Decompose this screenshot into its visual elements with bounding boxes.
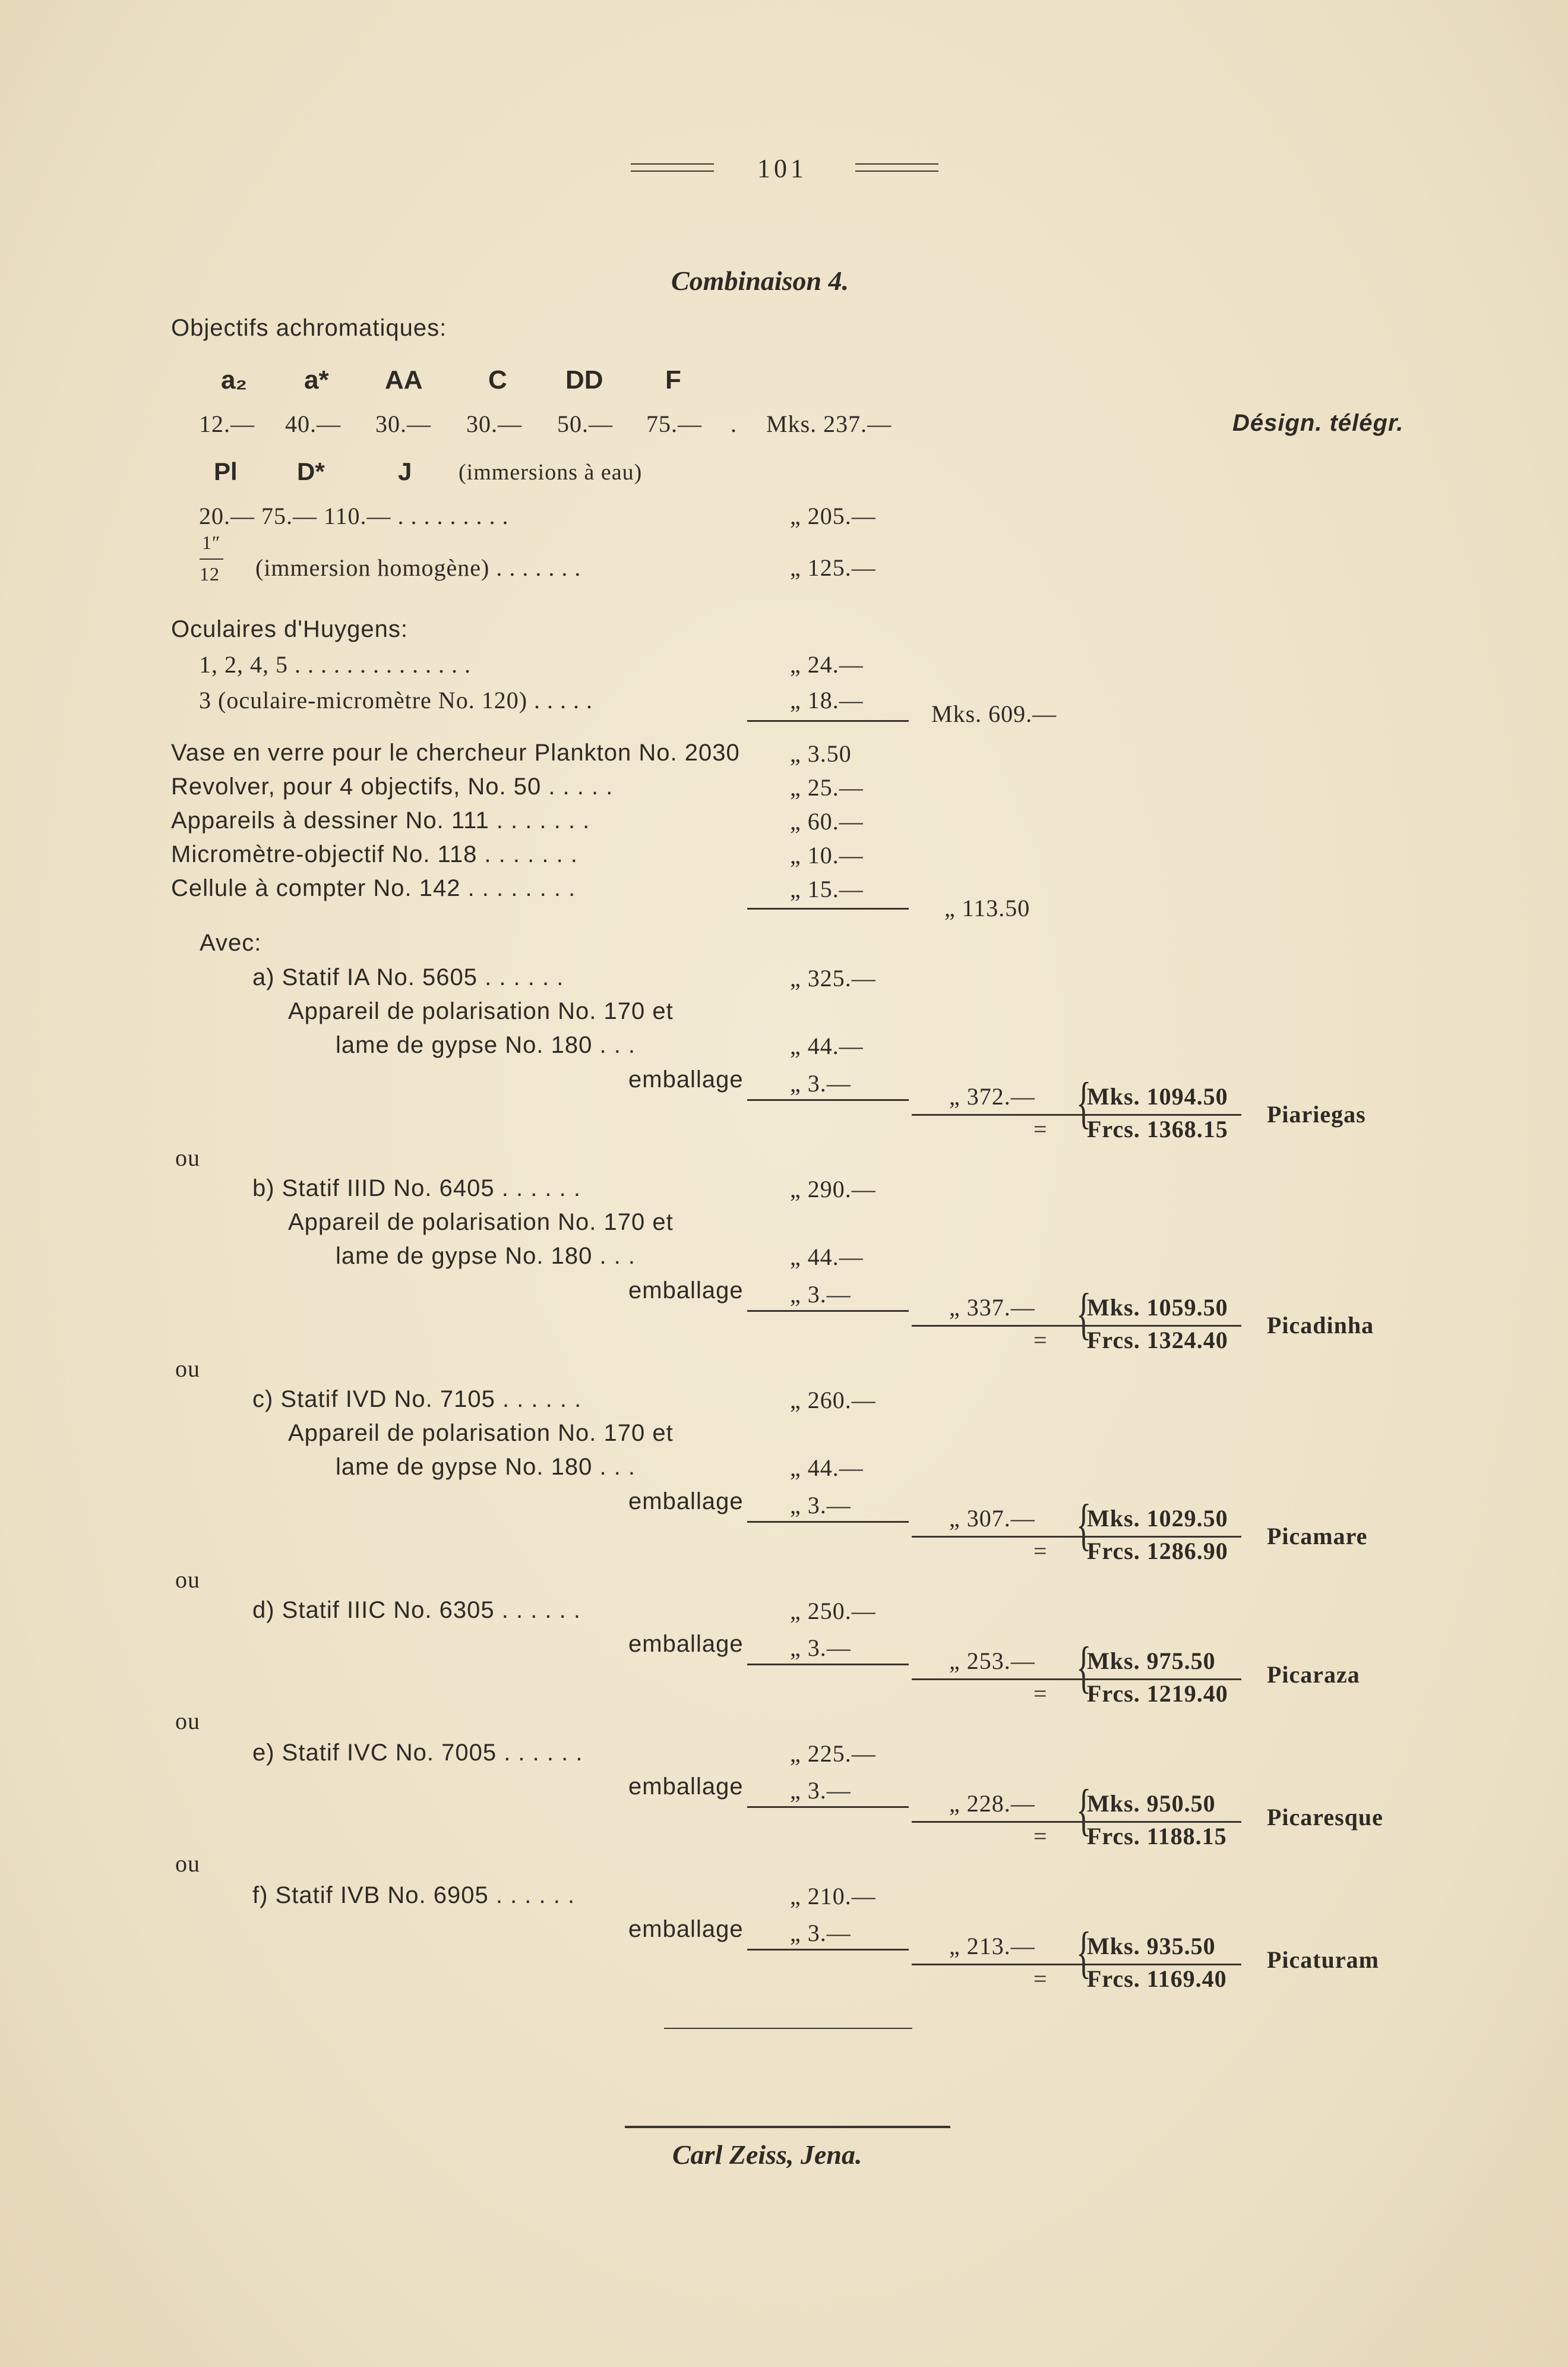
optical-subtotal: Mks. 609.— <box>931 700 1057 727</box>
option-sum: „ 372.— <box>949 1083 1035 1110</box>
objective-label: D* <box>297 457 325 485</box>
objective-label: C <box>488 365 507 394</box>
statif-price: „ 290.— <box>790 1176 876 1203</box>
brace: { <box>1076 1071 1092 1134</box>
polar-price: „ 44.— <box>790 1033 864 1059</box>
brace: { <box>1076 1282 1092 1345</box>
objective-label: J <box>398 457 412 485</box>
option-sum: „ 228.— <box>949 1790 1035 1817</box>
total-mks: Mks. 935.50 <box>1087 1933 1216 1959</box>
ou-label: ou <box>175 1144 200 1171</box>
sum-rule <box>747 1806 909 1808</box>
statif-line: c) Statif IVD No. 7105 . . . . . . <box>252 1386 582 1412</box>
brace: { <box>1076 1920 1092 1984</box>
objective-label: a₂ <box>221 365 248 394</box>
oculars-heading: Oculaires d'Huygens: <box>171 616 408 642</box>
telegraph-code: Picamare <box>1267 1523 1368 1549</box>
polar-price: „ 44.— <box>790 1244 864 1270</box>
statif-price: „ 210.— <box>790 1883 876 1910</box>
total-frcs: Frcs. 1169.40 <box>1087 1965 1227 1992</box>
emballage-price: „ 3.— <box>790 1920 851 1946</box>
statif-line: b) Statif IIID No. 6405 . . . . . . <box>252 1175 581 1201</box>
equals-sign: = <box>1033 1965 1048 1992</box>
fraction-bar <box>200 558 223 560</box>
accessory-price: „ 10.— <box>790 842 864 869</box>
total-frcs: Frcs. 1219.40 <box>1087 1680 1228 1707</box>
emballage-price: „ 3.— <box>790 1777 851 1804</box>
equals-sign: = <box>1033 1538 1048 1564</box>
telegraph-code: Piariegas <box>1267 1101 1366 1128</box>
objective-price: . <box>731 411 737 437</box>
option-sum: „ 253.— <box>949 1648 1035 1674</box>
accessory-price: „ 15.— <box>790 876 864 902</box>
emballage-price: „ 3.— <box>790 1281 851 1308</box>
publisher-signature: Carl Zeiss, Jena. <box>672 2139 862 2170</box>
header-rule-left <box>631 163 714 172</box>
total-mks: Mks. 1094.50 <box>1087 1083 1228 1110</box>
oculars-row2: 3 (oculaire-micromètre No. 120) . . . . . <box>199 687 593 714</box>
emballage-price: „ 3.— <box>790 1492 851 1519</box>
polarisation-line: Appareil de polarisation No. 170 et <box>288 998 674 1024</box>
accessory-label: Cellule à compter No. 142 . . . . . . . . <box>171 875 576 901</box>
emballage-label: emballage <box>628 1488 744 1514</box>
equals-sign: = <box>1033 1823 1048 1850</box>
accessory-label: Micromètre-objectif No. 118 . . . . . . . <box>171 841 578 867</box>
avec-label: Avec: <box>200 930 262 956</box>
fraction-numerator: 1″ <box>202 532 221 553</box>
objective-price: 75.— <box>646 411 702 437</box>
total-frcs: Frcs. 1324.40 <box>1087 1327 1228 1353</box>
header-rule-right <box>855 163 938 172</box>
objective-label: a* <box>304 365 329 394</box>
polarisation-line: Appareil de polarisation No. 170 et <box>288 1420 674 1446</box>
ou-label: ou <box>175 1566 200 1593</box>
accessory-label: Vase en verre pour le chercheur Plankton No. 2030 <box>171 740 740 766</box>
brace: { <box>1076 1635 1092 1699</box>
total-frcs: Frcs. 1286.90 <box>1087 1538 1228 1564</box>
objective-price: 12.— <box>199 411 255 437</box>
ou-label: ou <box>175 1850 200 1877</box>
emballage-price: „ 3.— <box>790 1070 851 1097</box>
immersion-note: (immersions à eau) <box>459 460 643 485</box>
statif-line: a) Statif IA No. 5605 . . . . . . <box>252 964 564 990</box>
telegraph-code: Picaresque <box>1267 1804 1383 1831</box>
option-sum: „ 213.— <box>949 1933 1035 1959</box>
ou-label: ou <box>175 1355 200 1382</box>
ou-label: ou <box>175 1708 200 1734</box>
equals-sign: = <box>1033 1116 1048 1143</box>
emballage-label: emballage <box>628 1066 744 1093</box>
objectives-row3-total: „ 125.— <box>790 554 876 581</box>
total-mks: Mks. 975.50 <box>1087 1648 1216 1674</box>
gypse-line: lame de gypse No. 180 . . . <box>336 1032 636 1058</box>
subtotal-rule <box>747 720 909 722</box>
accessory-price: „ 60.— <box>790 808 864 835</box>
statif-price: „ 260.— <box>790 1387 876 1413</box>
objective-price: 40.— <box>285 411 341 437</box>
total-mks: Mks. 1059.50 <box>1087 1294 1228 1321</box>
sum-rule <box>747 1664 909 1665</box>
sum-rule <box>747 1099 909 1101</box>
objective-price: 30.— <box>466 411 522 437</box>
sum-rule <box>747 1949 909 1951</box>
objective-label: AA <box>385 365 423 394</box>
statif-price: „ 225.— <box>790 1740 876 1767</box>
accessory-label: Revolver, pour 4 objectifs, No. 50 . . . . . <box>171 774 614 800</box>
accessory-price: „ 3.50 <box>790 740 852 767</box>
emballage-price: „ 3.— <box>790 1634 851 1661</box>
total-mks: Mks. 950.50 <box>1087 1790 1216 1817</box>
equals-sign: = <box>1033 1327 1048 1353</box>
immersion-homogene: (immersion homogène) . . . . . . . <box>255 554 581 581</box>
fraction-denominator: 12 <box>200 563 220 585</box>
objective-price: 30.— <box>375 411 431 437</box>
emballage-label: emballage <box>628 1277 744 1304</box>
emballage-label: emballage <box>628 1916 744 1942</box>
equals-sign: = <box>1033 1680 1048 1707</box>
emballage-label: emballage <box>628 1773 744 1800</box>
objective-label: F <box>665 365 681 394</box>
oculars-row1: 1, 2, 4, 5 . . . . . . . . . . . . . . <box>199 651 471 678</box>
objectives-row2-prices: 20.— 75.— 110.— . . . . . . . . . <box>199 503 509 529</box>
sum-rule <box>747 1310 909 1312</box>
brace: { <box>1076 1492 1092 1556</box>
sum-rule <box>747 1521 909 1523</box>
total-frcs: Frcs. 1368.15 <box>1087 1116 1228 1143</box>
total-mks: Mks. 1029.50 <box>1087 1505 1228 1532</box>
option-sum: „ 307.— <box>949 1505 1035 1532</box>
accessories-subtotal: „ 113.50 <box>944 895 1030 921</box>
section-title: Combinaison 4. <box>671 266 849 296</box>
gypse-line: lame de gypse No. 180 . . . <box>336 1454 636 1480</box>
statif-line: f) Statif IVB No. 6905 . . . . . . <box>252 1882 576 1908</box>
objectives-heading: Objectifs achromatiques: <box>171 315 447 341</box>
objectives-row1-total: Mks. 237.— <box>766 411 892 437</box>
oculars-row2-total: „ 18.— <box>790 687 864 714</box>
statif-price: „ 250.— <box>790 1598 876 1624</box>
telegraph-code: Picaturam <box>1267 1946 1379 1973</box>
telegraph-code: Picadinha <box>1267 1312 1374 1339</box>
objective-price: 50.— <box>557 411 613 437</box>
objective-label: DD <box>565 365 603 394</box>
polar-price: „ 44.— <box>790 1454 864 1481</box>
page-number: 101 <box>757 154 807 183</box>
polarisation-line: Appareil de polarisation No. 170 et <box>288 1209 674 1235</box>
statif-line: d) Statif IIIC No. 6305 . . . . . . <box>252 1597 581 1623</box>
gypse-line: lame de gypse No. 180 . . . <box>336 1243 636 1269</box>
footer-rule <box>625 2126 950 2128</box>
brace: { <box>1076 1778 1092 1841</box>
statif-price: „ 325.— <box>790 965 876 992</box>
designation-header: Désign. télégr. <box>1232 410 1404 436</box>
option-sum: „ 337.— <box>949 1294 1035 1321</box>
closing-rule <box>664 2028 912 2029</box>
objectives-row2-total: „ 205.— <box>790 503 876 529</box>
oculars-row1-total: „ 24.— <box>790 651 864 678</box>
emballage-label: emballage <box>628 1631 744 1657</box>
subtotal-rule <box>747 908 909 910</box>
accessory-price: „ 25.— <box>790 774 864 801</box>
total-frcs: Frcs. 1188.15 <box>1087 1823 1227 1850</box>
objective-label: Pl <box>214 457 238 485</box>
telegraph-code: Picaraza <box>1267 1661 1360 1688</box>
accessory-label: Appareils à dessiner No. 111 . . . . . . . <box>171 807 590 834</box>
statif-line: e) Statif IVC No. 7005 . . . . . . <box>252 1740 583 1766</box>
